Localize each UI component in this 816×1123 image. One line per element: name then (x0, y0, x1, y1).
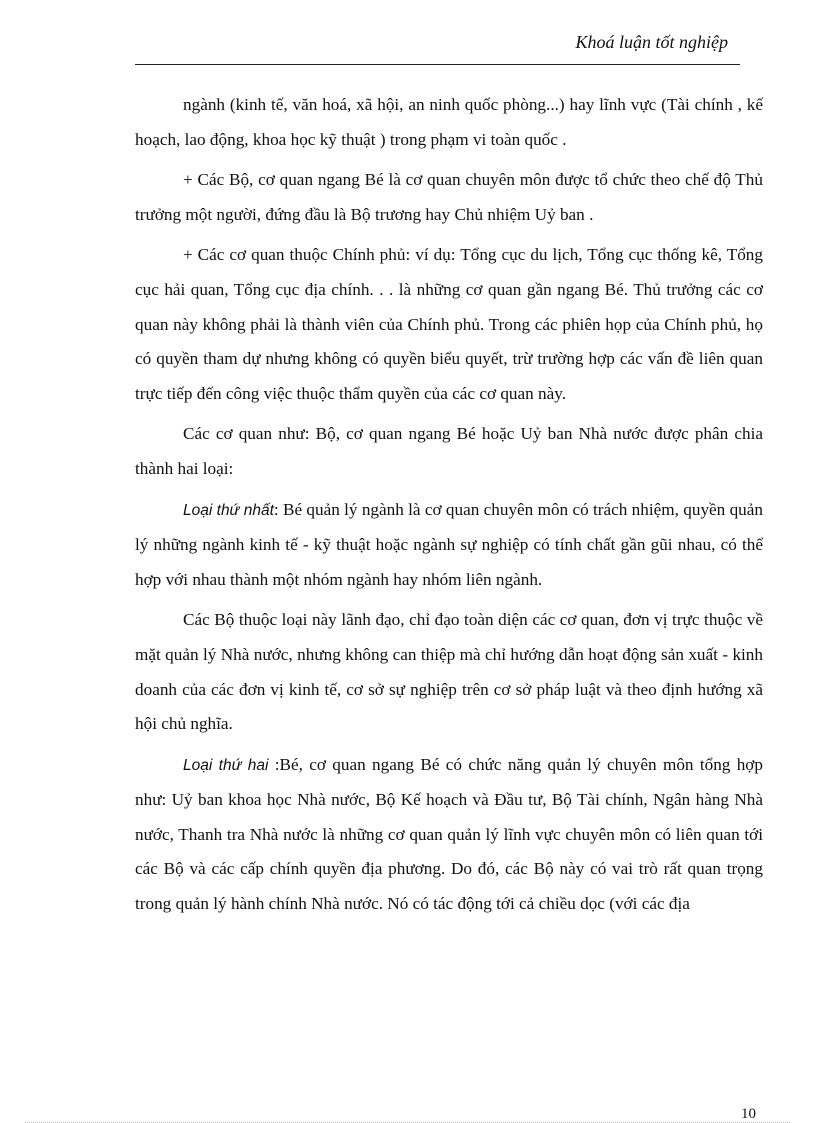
paragraph-text: Các cơ quan như: Bộ, cơ quan ngang Bé hoặc Uỷ ban Nhà nước được phân chia thành hai loại: (135, 424, 763, 478)
paragraph-text: :Bé, cơ quan ngang Bé có chức năng quản lý chuyên môn tổng hợp như: Uỷ ban khoa học Nhà nước, Bộ Kế hoạch và Đầu tư, Bộ Tài chính, Ngân hàng Nhà nước, Thanh tra Nhà nước là những cơ quan quản lý lĩnh vực chuyên môn có liên quan tới các Bộ và các cấp chính quyền địa phương. Do đó, các Bộ này có vai trò rất quan trọng trong quản lý hành chính Nhà nước. Nó có tác động tới cả chiều dọc (với các địa (135, 754, 763, 914)
paragraph-7 (135, 748, 763, 922)
paragraph-label: Loại thứ hai (183, 756, 269, 774)
paragraph-text: + Các Bộ, cơ quan ngang Bé là cơ quan chuyên môn được tổ chức theo chế độ Thủ trưởng một người, đứng đầu là Bộ trương hay Chủ nhiệm Uỷ ban . (135, 170, 763, 224)
paragraph-3 (135, 238, 763, 411)
document-body (135, 88, 763, 928)
header-rule (135, 64, 740, 65)
header-title: Khoá luận tốt nghiệp (575, 32, 728, 52)
paragraph-6 (135, 603, 763, 741)
page-number: 10 (741, 1106, 756, 1122)
paragraph-2 (135, 163, 763, 232)
paragraph-4 (135, 417, 763, 486)
paragraph-text: ngành (kinh tế, văn hoá, xã hội, an ninh quốc phòng...) hay lĩnh vực (Tài chính , kế hoạch, lao động, khoa học kỹ thuật ) trong phạm vi toàn quốc . (135, 95, 763, 149)
paragraph-text: : Bé quản lý ngành là cơ quan chuyên môn có trách nhiệm, quyền quản lý những ngành kinh tế - kỹ thuật hoặc ngành sự nghiệp có tính chất gần gũi nhau, có thể hợp với nhau thành một nhóm ngành hay nhóm liên ngành. (135, 499, 763, 589)
paragraph-label: Loại thứ nhất (183, 501, 274, 519)
paragraph-text: Các Bộ thuộc loại này lãnh đạo, chỉ đạo toàn diện các cơ quan, đơn vị trực thuộc về mặt quản lý Nhà nước, nhưng không can thiệp mà chỉ hướng dẫn hoạt động sản xuất - kinh doanh của các đơn vị kinh tế, cơ sở sự nghiệp trên cơ sở pháp luật và theo định hướng xã hội chủ nghĩa. (135, 610, 763, 734)
paragraph-text: + Các cơ quan thuộc Chính phủ: ví dụ: Tổng cục du lịch, Tổng cục thống kê, Tổng cục hải quan, Tổng cục địa chính. . . là những cơ quan gần ngang Bé. Thủ trưởng các cơ quan này không phải là thành viên của Chính phủ. Trong các phiên họp của Chính phủ, họ có quyền tham dự nhưng không có quyền biểu quyết, trừ trường hợp các vấn đề liên quan trực tiếp đến công việc thuộc thẩm quyền của các cơ quan này. (135, 245, 763, 403)
paragraph-5 (135, 493, 763, 598)
paragraph-1 (135, 88, 763, 157)
